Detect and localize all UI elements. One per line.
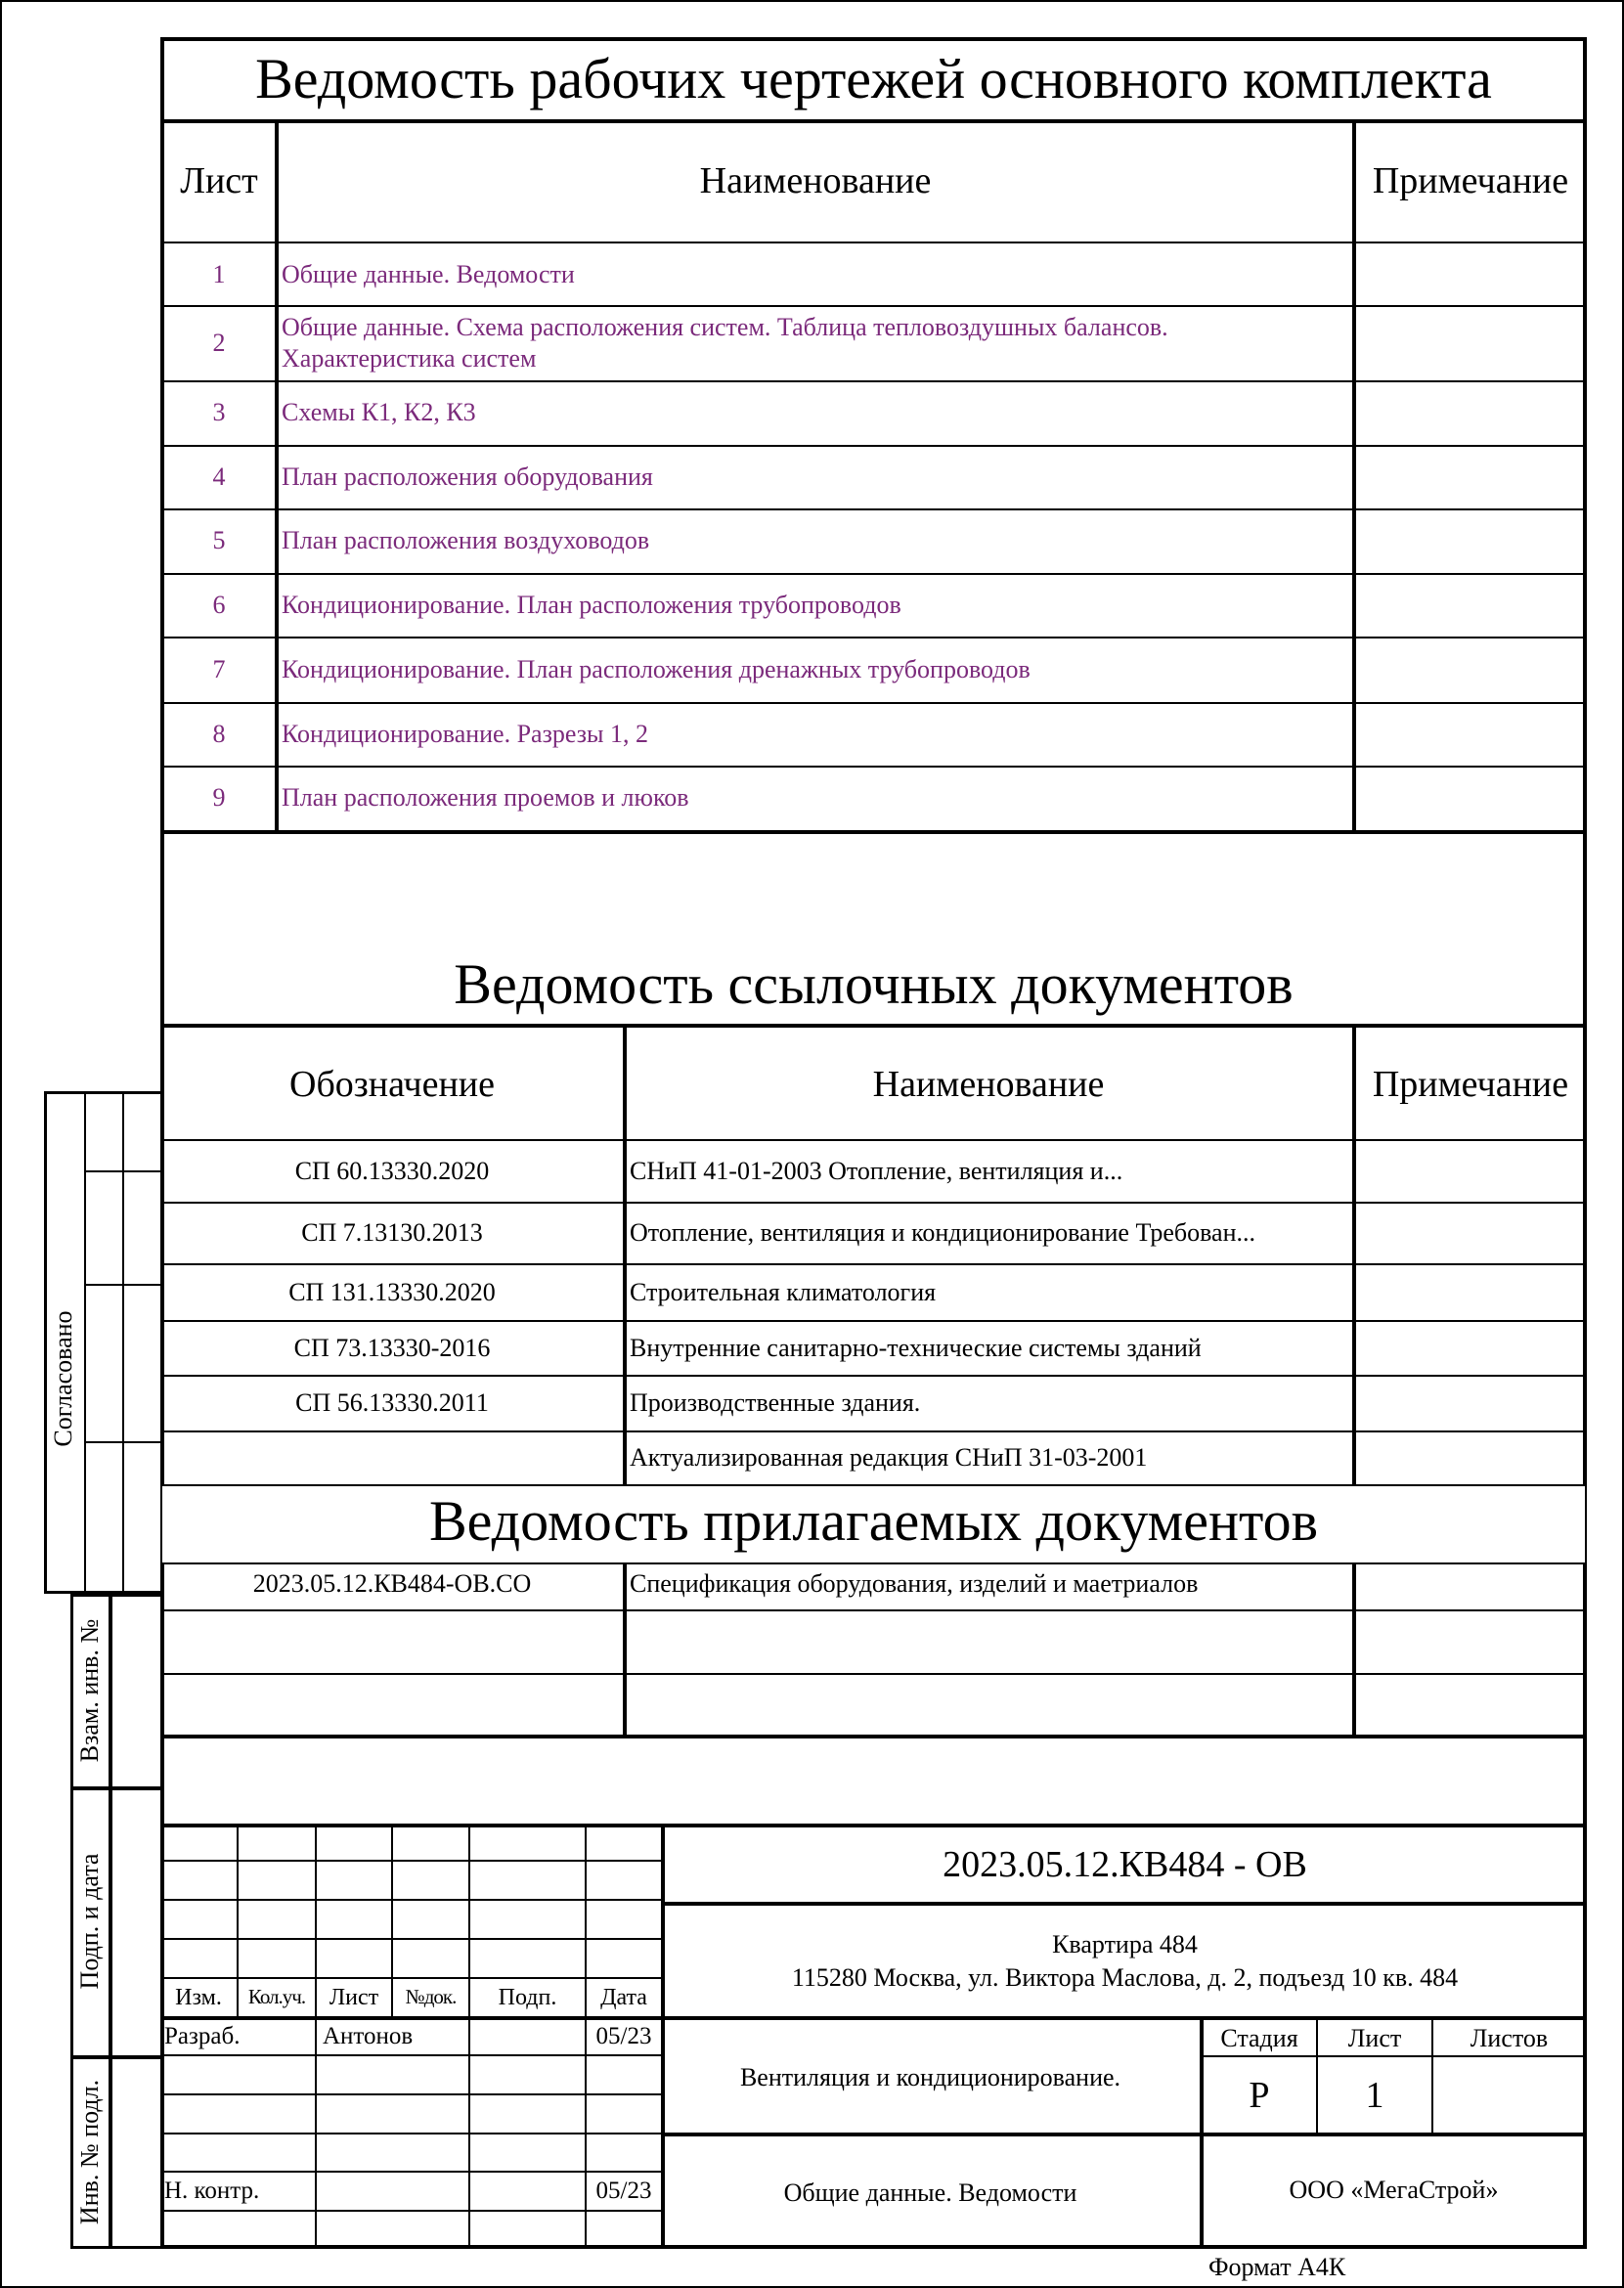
header-name: Наименование: [872, 1064, 1105, 1105]
divider: [160, 305, 1587, 307]
row-sheet-number: 1: [212, 260, 226, 288]
sheet-name: Общие данные. Ведомости: [783, 2178, 1077, 2207]
divider: [160, 1938, 663, 1940]
divider: [84, 1441, 160, 1443]
col-header-list: Лист: [329, 1985, 379, 2010]
sheet-value: 1: [1365, 2075, 1384, 2116]
divider: [160, 1263, 1587, 1265]
divider: [160, 766, 1587, 768]
format-label: Формат А4К: [1208, 2253, 1346, 2281]
header-designation: Обозначение: [289, 1064, 495, 1105]
divider: [84, 1170, 160, 1172]
developer-date: 05/23: [595, 2023, 652, 2049]
header-name: Наименование: [699, 160, 932, 201]
header-note: Примечание: [1372, 160, 1569, 201]
row-designation: СП 131.13330.2020: [288, 1278, 496, 1306]
divider: [160, 1484, 1587, 1486]
divider: [160, 1609, 1587, 1611]
divider: [160, 702, 1587, 704]
row-designation: СП 7.13130.2013: [301, 1218, 483, 1247]
row-name: СНиП 41-01-2003 Отопление, вентиляция и...: [630, 1157, 1123, 1185]
divider: [1200, 2055, 1587, 2057]
divider: [661, 2133, 1587, 2136]
header-note: Примечание: [1372, 1064, 1569, 1105]
agreed-label: Согласовано: [49, 1310, 77, 1447]
row-name: Спецификация оборудования, изделий и маетриалов: [630, 1569, 1199, 1598]
row-name: Отопление, вентиляция и кондиционирование Требован...: [630, 1218, 1255, 1247]
row-sheet-number: 7: [212, 655, 226, 683]
row-sheet-number: 4: [212, 462, 226, 491]
divider: [160, 2210, 663, 2212]
control-date: 05/23: [595, 2178, 652, 2204]
inv-orig-label: Инв. № подл.: [75, 2079, 104, 2225]
col-header-data: Дата: [600, 1985, 647, 2010]
divider: [160, 1024, 1587, 1028]
col-header-podp: Подп.: [498, 1985, 557, 2010]
replaced-inv-label: Взам. инв. №: [75, 1618, 104, 1763]
row-name: Строительная климатология: [630, 1278, 937, 1306]
divider: [160, 573, 1587, 575]
header-sheet: Лист: [180, 160, 258, 201]
system-name: Вентиляция и кондиционирование.: [739, 2063, 1121, 2091]
row-name: План расположения проемов и люков: [282, 783, 689, 812]
row-name: Общие данные. Схема расположения систем. Таблица тепловоздушных балансов.: [282, 313, 1168, 341]
column-line: [623, 1024, 627, 1737]
row-name: Кондиционирование. План расположения дренажных трубопроводов: [282, 655, 1031, 683]
divider: [661, 2016, 1587, 2020]
column-line: [1352, 119, 1356, 832]
column-line: [122, 1091, 124, 1594]
row-name: Общие данные. Ведомости: [282, 260, 575, 288]
reference-docs-title: Ведомость ссылочных документов: [454, 952, 1294, 1016]
divider: [160, 1673, 1587, 1675]
divider: [160, 2171, 663, 2173]
divider: [160, 1860, 663, 1862]
divider: [160, 2093, 663, 2095]
developer-role: Разраб.: [164, 2023, 241, 2049]
control-role: Н. контр.: [164, 2178, 260, 2204]
divider: [160, 1375, 1587, 1377]
stage-value: Р: [1249, 2075, 1270, 2116]
row-name: Внутренние санитарно-технические системы зданий: [630, 1334, 1202, 1362]
developer-name: Антонов: [323, 2023, 414, 2049]
divider: [160, 1824, 1587, 1827]
divider: [160, 119, 1587, 123]
column-line: [1352, 1024, 1356, 1737]
sheets-label: Листов: [1470, 2024, 1549, 2052]
row-sheet-number: 6: [212, 591, 226, 619]
divider: [160, 380, 1587, 382]
col-header-izm: Изм.: [175, 1985, 222, 2010]
row-sheet-number: 8: [212, 720, 226, 748]
row-sheet-number: 2: [212, 329, 226, 357]
col-header-ndok: №док.: [405, 1985, 457, 2008]
row-designation: СП 56.13330.2011: [295, 1388, 489, 1417]
row-name: Схемы К1, К2, К3: [282, 398, 476, 426]
divider: [160, 508, 1587, 510]
column-line: [84, 1091, 86, 1594]
divider: [160, 830, 1587, 834]
divider: [84, 1284, 160, 1286]
object-name: Квартира 484: [1052, 1930, 1198, 1958]
stage-label: Стадия: [1220, 2024, 1298, 2052]
divider: [160, 1202, 1587, 1204]
row-sheet-number: 9: [212, 783, 226, 812]
row-designation: 2023.05.12.КВ484-ОВ.СО: [252, 1569, 532, 1598]
attached-docs-title: Ведомость прилагаемых документов: [428, 1489, 1319, 1553]
sheet-label: Лист: [1347, 2024, 1402, 2052]
divider: [160, 2133, 663, 2134]
row-name: План расположения оборудования: [282, 462, 653, 491]
row-name: Кондиционирование. Разрезы 1, 2: [282, 720, 648, 748]
company-name: ООО «МегаСтрой»: [1289, 2176, 1499, 2204]
divider: [160, 1562, 1587, 1564]
row-sheet-number: 3: [212, 398, 226, 426]
divider: [160, 445, 1587, 447]
row-name: Кондиционирование. План расположения трубопроводов: [282, 591, 901, 619]
column-line: [109, 1594, 112, 2249]
row-name: План расположения воздуховодов: [282, 526, 650, 554]
col-header-kol: Кол.уч.: [247, 1985, 306, 2008]
divider: [160, 1899, 663, 1901]
column-line: [468, 1824, 470, 2249]
divider: [160, 637, 1587, 638]
row-name: Производственные здания.: [630, 1388, 921, 1417]
divider: [160, 1977, 663, 1979]
row-designation: СП 60.13330.2020: [294, 1157, 490, 1185]
divider: [160, 2054, 663, 2056]
drawings-list-title: Ведомость рабочих чертежей основного комплекта: [255, 47, 1492, 110]
row-name-continuation: Характеристика систем: [282, 344, 537, 373]
document-code: 2023.05.12.КВ484 - ОВ: [943, 1844, 1307, 1885]
divider: [160, 242, 1587, 243]
object-address: 115280 Москва, ул. Виктора Маслова, д. 2, подъезд 10 кв. 484: [791, 1963, 1459, 1992]
column-line: [315, 1824, 317, 2249]
divider: [661, 1902, 1587, 1906]
divider: [160, 1430, 1587, 1432]
divider: [160, 1320, 1587, 1322]
divider: [160, 1139, 1587, 1141]
divider: [160, 1735, 1587, 1738]
divider: [160, 2016, 663, 2020]
row-sheet-number: 5: [212, 526, 226, 554]
sign-date-label: Подп. и дата: [75, 1853, 104, 1990]
row-name: Актуализированная редакция СНиП 31-03-2001: [630, 1443, 1148, 1472]
row-designation: СП 73.13330-2016: [293, 1334, 491, 1362]
